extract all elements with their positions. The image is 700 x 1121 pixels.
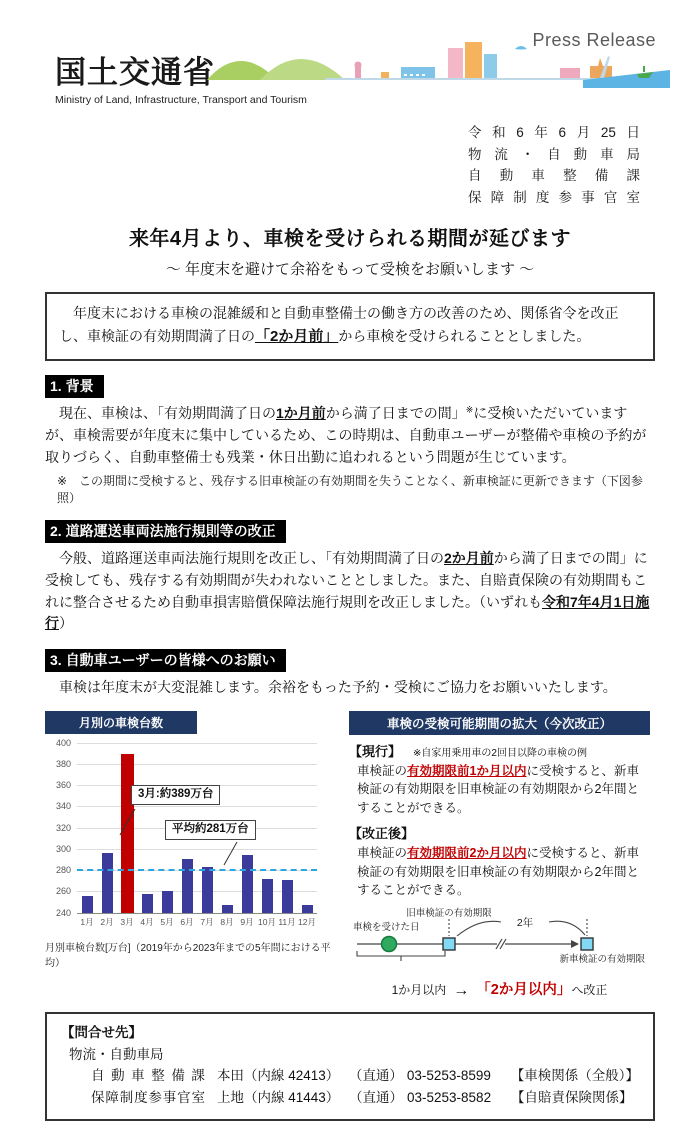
current-red-text: 有効期限前1か月以内 — [407, 763, 527, 778]
contact-line-type: （直通） — [348, 1068, 403, 1084]
page-subtitle: ～ 年度末を避けて余裕をもって受検をお願いします ～ — [165, 261, 535, 279]
x-tick-label: 10月 — [258, 916, 276, 927]
bar-10月 — [262, 879, 273, 913]
before-period-label: 1か月以内 — [391, 982, 447, 997]
section-1-footnote: ※ この期間に受検すると、残存する旧車検証の有効期間を失うことなく、新車検証に更新できます（下図参照） — [57, 474, 643, 506]
contact-person: 上地（内線 41443） — [217, 1090, 340, 1106]
press-release-label: Press Release — [532, 30, 656, 50]
release-date: 令和6年6月25日 — [468, 125, 640, 140]
monthly-inspections-chart — [45, 711, 333, 1000]
figures-row — [45, 711, 655, 1000]
panel-title: 車検の受検可能期間の拡大（今次改正） — [349, 711, 650, 735]
summary-box — [45, 292, 655, 361]
summary-text-2: から車検を受けられることとしました。 — [338, 328, 591, 345]
revised-label-row — [349, 823, 650, 842]
revised-red-text: 有効期限前2か月以内 — [407, 846, 527, 861]
x-tick-label: 1月 — [80, 916, 94, 927]
bar-5月 — [162, 891, 173, 912]
s2-bold: 2か月前 — [444, 550, 494, 567]
bar-7月 — [202, 867, 213, 913]
section-3-paragraph: 車検は年度末が大変混雑します。余裕をもった予約・受検にご協力をお願いいたします。 — [59, 679, 617, 696]
x-tick-label: 6月 — [180, 916, 194, 927]
change-suffix: へ改正 — [571, 982, 608, 997]
new-expiry-marker-icon — [581, 938, 593, 950]
inspection-day-marker-icon — [382, 936, 397, 951]
timeline-diagram — [349, 906, 650, 975]
expansion-panel — [349, 711, 650, 1000]
s2-bold-2: 令和7年4月1日施行 — [45, 593, 650, 632]
bar-1月 — [82, 896, 93, 913]
contact-phone: 03-5253-8599 — [406, 1068, 491, 1084]
masthead — [55, 30, 658, 106]
contact-person: 本田（内線 42413） — [216, 1068, 340, 1084]
page-title: 来年4月より、車検を受けられる期間が延びます — [128, 228, 572, 251]
summary-text: 年度末における車検の混雑緩和と自動車整備士の働き方の改善のため、関係省令を改正し、車検証の有効期間満了日の — [59, 305, 619, 345]
s1-bold: 1か月前 — [276, 405, 326, 422]
x-tick-label: 11月 — [278, 916, 296, 927]
division-name: 自動車整備課 — [468, 168, 640, 184]
current-body — [357, 762, 650, 818]
revised-body — [357, 844, 650, 900]
y-tick-label: 320 — [55, 822, 71, 833]
timeline-diagram-icon — [349, 906, 648, 970]
chart-title: 月別の車検台数 — [45, 711, 197, 734]
gridline — [77, 849, 317, 850]
bar-4月 — [142, 894, 153, 913]
revised-text: 車検証の — [357, 846, 408, 861]
gridline — [77, 913, 317, 915]
bureau-name: 物流・自動車局 — [468, 146, 640, 162]
contact-box — [45, 1012, 655, 1121]
current-text-2: に受検すると、新車検証の有効期限を旧車検証の有効期限から2年間とすることができる。 — [357, 763, 639, 815]
y-tick-label: 400 — [55, 737, 71, 748]
chart-body — [47, 737, 317, 931]
contact-row-insurance — [91, 1087, 639, 1109]
section-1-heading: 1. 背景 — [45, 375, 104, 398]
contact-scope: 【自賠責保険関係】 — [511, 1090, 633, 1106]
y-tick-label: 240 — [55, 907, 71, 918]
contact-heading: 【問合せ先】 — [61, 1024, 142, 1040]
contact-dept: 自動車整備課 — [91, 1068, 205, 1084]
current-text: 車検証の — [357, 763, 408, 778]
ministry-name-en: Ministry of Land, Infrastructure, Transport and Tourism — [55, 94, 307, 106]
s2-text: 今般、道路運送車両法施行規則を改正し、「有効期間満了日の — [59, 550, 444, 567]
s1-text-3: に受検いただいていますが、車検需要が年度末に集中しているため、この時期は、自動車ユーザーが整備や車検の予約が取りづらく、自動車整備士も残業・休日出勤に追われるという問題が生じています。 — [45, 405, 647, 465]
y-tick-label: 360 — [55, 780, 71, 791]
contact-phone: 03-5253-8582 — [407, 1090, 492, 1106]
chart-caption: 月別車検台数[万台]（2019年から2023年までの5年間における平均） — [45, 942, 331, 969]
x-tick-label: 5月 — [160, 916, 174, 927]
bar-9月 — [242, 855, 253, 912]
bar-8月 — [222, 905, 233, 912]
x-tick-label: 4月 — [140, 916, 154, 927]
bar-3月 — [121, 754, 134, 912]
section-2-heading: 2. 道路運送車両法施行規則等の改正 — [45, 520, 286, 543]
date-department-block — [468, 122, 640, 208]
current-note: ※自家用乗用車の2回目以降の車検の例 — [413, 747, 587, 759]
x-tick-label: 3月 — [120, 916, 134, 927]
y-tick-label: 280 — [55, 865, 71, 876]
change-row — [349, 978, 650, 1000]
old-expiry-label: 旧車検証の有効期限 — [406, 907, 492, 919]
current-label-row — [349, 741, 650, 760]
s1-text: 現在、車検は、「有効期間満了日の — [59, 405, 276, 422]
y-tick-label: 300 — [55, 843, 71, 854]
s1-footnote-marker: ※ — [465, 404, 474, 415]
bar-2月 — [102, 853, 113, 913]
y-tick-label: 260 — [55, 886, 71, 897]
x-tick-label: 8月 — [220, 916, 234, 927]
ministry-name-ja: 国土交通省 — [55, 55, 215, 90]
press-release-page — [0, 30, 700, 1106]
section-2-paragraph — [45, 548, 655, 635]
x-tick-label: 2月 — [100, 916, 114, 927]
section-regulation — [45, 520, 655, 635]
gridline — [77, 743, 317, 744]
s2-text-2: から満了日までの間」に受検しても、残存する有効期間が失われないこととしました。また、自賠責保険の有効期間もこれに整合させるため自動車損害賠償保障法施行規則を改正しました。（いずれも — [45, 550, 648, 610]
section-background — [45, 375, 655, 506]
gridline — [77, 764, 317, 765]
bar-12月 — [302, 905, 313, 912]
annotation-average: 平均約281万台 — [165, 820, 256, 840]
bar-11月 — [282, 880, 293, 913]
old-expiry-marker-icon — [443, 938, 455, 950]
s2-text-3: ） — [59, 615, 73, 632]
new-expiry-label: 新車検証の有効期限 — [559, 953, 645, 965]
section-3-heading: 3. 自動車ユーザーの皆様へのお願い — [45, 649, 286, 672]
two-years-label: 2年 — [516, 916, 534, 929]
arrow-right-icon: → — [453, 981, 470, 999]
y-tick-label: 340 — [55, 801, 71, 812]
x-tick-label: 7月 — [200, 916, 214, 927]
revised-label: 【改正後】 — [349, 826, 415, 842]
average-line — [77, 869, 317, 871]
s1-text-2: から満了日までの間」 — [325, 405, 466, 422]
gridline — [77, 806, 317, 807]
current-label: 【現行】 — [349, 743, 402, 759]
section-request — [45, 649, 655, 699]
revised-text-2: に受検すると、新車検証の有効期限を旧車検証の有効期限から2年間とすることができる。 — [357, 846, 639, 898]
contact-scope: 【車検関係（全般）】 — [510, 1068, 640, 1084]
x-tick-label: 9月 — [240, 916, 254, 927]
bar-6月 — [182, 859, 193, 913]
contact-row-inspection — [91, 1065, 639, 1087]
contact-line-type: （直通） — [349, 1090, 403, 1106]
contact-dept: 保障制度参事官室 — [91, 1090, 205, 1106]
x-tick-label: 12月 — [298, 916, 316, 927]
chart-x-axis — [47, 916, 317, 930]
office-name: 保障制度参事官室 — [468, 189, 640, 205]
after-period-label: 「2か月以内」 — [476, 981, 572, 998]
summary-highlight: 「2か月前」 — [255, 328, 339, 346]
section-1-paragraph — [45, 403, 655, 468]
annotation-march: 3月:約389万台 — [131, 785, 220, 805]
contact-bureau: 物流・自動車局 — [69, 1046, 164, 1062]
y-tick-label: 380 — [55, 758, 71, 769]
inspection-day-label: 車検を受けた日 — [353, 921, 420, 933]
